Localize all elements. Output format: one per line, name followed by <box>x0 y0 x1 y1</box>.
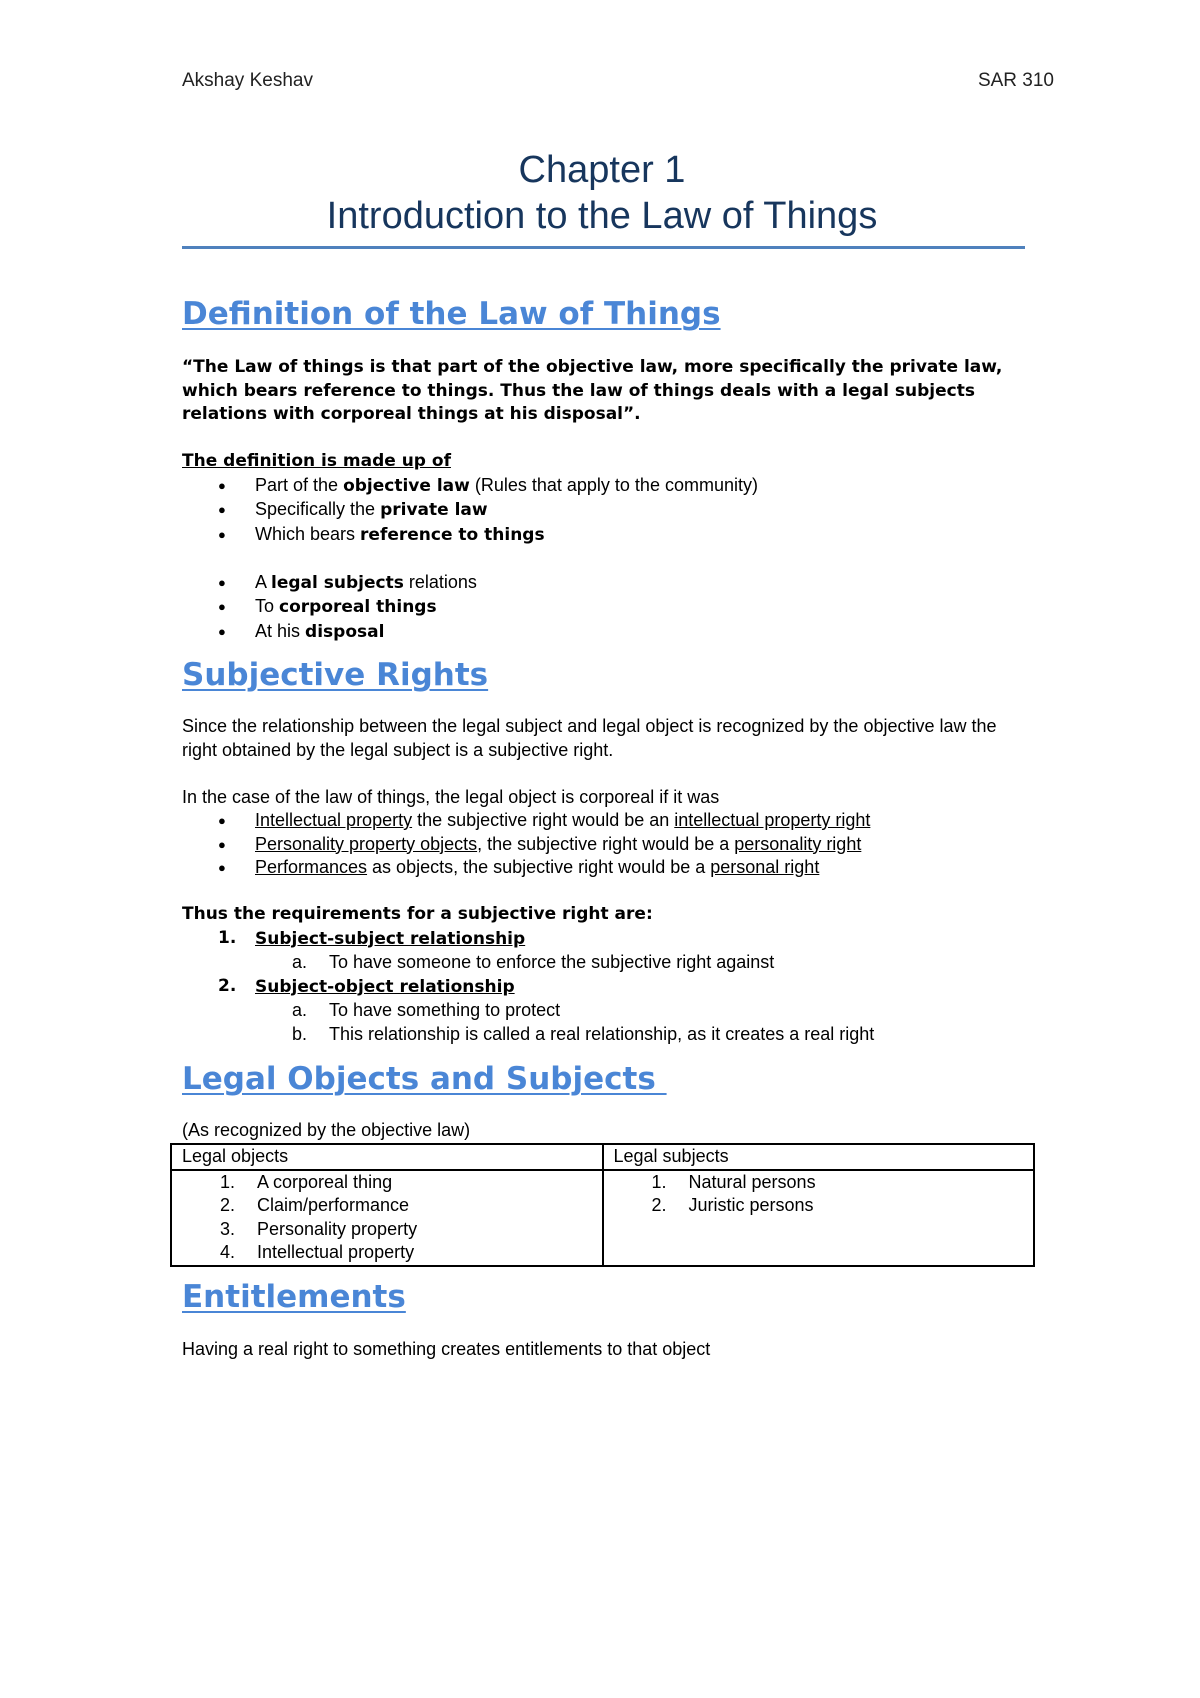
title-line-1: Chapter 1 <box>518 149 686 191</box>
list-item <box>182 1194 592 1218</box>
legal-objects-table <box>170 1143 1035 1267</box>
requirements-label: Thus the requirements for a subjective right are: <box>182 904 653 924</box>
list-item <box>182 809 1012 833</box>
definition-quote-block <box>182 356 1027 427</box>
list-item <box>182 927 1012 975</box>
item-text: Specifically the <box>255 499 381 519</box>
entitlements-body <box>182 1338 1042 1362</box>
list-item <box>182 571 1042 596</box>
sub-list <box>255 999 1012 1046</box>
item-number: 1. <box>218 927 237 948</box>
definition-quote: “The Law of things is that part of the objective law, more specifically the private law, which bears reference to things. Thus the law of things deals with a legal subjects relations with corporeal things at his disposal”. <box>182 357 1003 424</box>
list-item <box>182 523 1042 548</box>
requirement-label: Subject-object relationship <box>255 976 515 997</box>
table-header-cell: Legal objects <box>171 1144 603 1170</box>
definition-list-1 <box>182 474 1042 548</box>
item-bold-text: reference to things <box>360 524 545 545</box>
item-text: Personality property <box>257 1218 418 1239</box>
subjects-list <box>614 1171 1024 1218</box>
table-cell-subjects <box>603 1170 1035 1266</box>
section-legal-objects <box>182 1061 1042 1097</box>
section-entitlements <box>182 1279 1042 1315</box>
item-bold-text: objective law <box>343 475 470 496</box>
table-header-cell: Legal subjects <box>603 1144 1035 1170</box>
sub-list-item <box>182 951 1012 975</box>
objects-list <box>182 1171 592 1265</box>
title-rule <box>182 246 1025 249</box>
item-text: , the subjective right would be a <box>477 833 735 854</box>
item-bold-text: disposal <box>305 621 385 642</box>
item-bold-text: private law <box>380 500 488 520</box>
item-text: To <box>255 596 280 616</box>
item-text: Intellectual property <box>257 1242 415 1262</box>
list-item <box>182 1241 592 1265</box>
made-up-label: The definition is made up of <box>182 451 451 471</box>
item-number: 3. <box>220 1218 236 1239</box>
section-definition <box>182 296 1042 332</box>
item-text: Natural persons <box>688 1171 816 1192</box>
table-cell-objects <box>171 1170 603 1266</box>
table-row <box>171 1170 1034 1266</box>
underlined-term: personality right <box>734 833 862 854</box>
document-title <box>182 147 1022 239</box>
paragraph: In the case of the law of things, the legal object is corporeal if it was <box>182 786 720 807</box>
underlined-term: personal right <box>710 857 820 877</box>
list-item <box>182 498 1042 523</box>
item-number: 1. <box>651 1171 667 1192</box>
item-letter: b. <box>292 1023 308 1044</box>
title-line-2: Introduction to the Law of Things <box>326 195 878 237</box>
section-heading: Definition of the Law of Things <box>182 296 721 332</box>
item-number: 2. <box>220 1195 236 1215</box>
corporeal-cases-list <box>182 809 1012 880</box>
table-note-block <box>182 1119 1042 1143</box>
section-heading: Subjective Rights <box>182 657 489 693</box>
section-heading: Legal Objects and Subjects <box>182 1061 667 1097</box>
item-text: (Rules that apply to the community) <box>469 474 758 495</box>
item-text: relations <box>403 571 477 592</box>
list-item <box>182 474 1042 499</box>
item-number: 4. <box>220 1242 236 1262</box>
item-text: Part of the <box>255 474 344 495</box>
list-item <box>182 856 1012 880</box>
list-item <box>182 833 1012 857</box>
table-header-row <box>171 1144 1034 1170</box>
header-author: Akshay Keshav <box>182 70 313 91</box>
item-text: At his <box>255 620 306 641</box>
sub-list <box>255 951 1012 975</box>
item-text: Claim/performance <box>257 1195 410 1215</box>
item-text: To have something to protect <box>329 1000 561 1020</box>
item-text: Which bears <box>255 523 361 544</box>
sub-list-item <box>182 999 1012 1023</box>
item-text: A corporeal thing <box>257 1171 393 1192</box>
sub-list-item <box>182 1023 1012 1047</box>
underlined-term: Performances <box>255 857 368 877</box>
section-subjective-rights <box>182 657 1042 693</box>
item-letter: a. <box>292 952 308 972</box>
underlined-term: Personality property objects <box>255 833 478 854</box>
definition-breakdown <box>182 450 1042 644</box>
list-item <box>614 1171 1024 1195</box>
item-bold-text: legal subjects <box>271 572 404 593</box>
paragraph: Since the relationship between the legal subject and legal object is recognized by the objective law the right obtained by the legal subject is a subjective right. <box>182 716 997 760</box>
requirements-list <box>182 927 1012 1047</box>
list-item <box>182 620 1042 645</box>
header-course: SAR 310 <box>977 70 1054 91</box>
requirement-label: Subject-subject relationship <box>255 928 526 949</box>
item-text: A <box>255 571 272 592</box>
item-letter: a. <box>292 1000 308 1020</box>
list-item <box>182 975 1012 1047</box>
item-number: 2. <box>651 1195 667 1215</box>
subjective-rights-body <box>182 715 1012 1046</box>
item-bold-text: corporeal things <box>279 597 437 617</box>
list-item <box>182 595 1042 620</box>
table-note: (As recognized by the objective law) <box>182 1120 471 1140</box>
list-item <box>182 1171 592 1195</box>
list-item <box>614 1194 1024 1218</box>
item-text: To have someone to enforce the subjective right against <box>329 952 775 972</box>
item-text: as objects, the subjective right would be a <box>367 857 711 877</box>
underlined-term: Intellectual property <box>255 810 413 830</box>
item-number: 2. <box>218 975 237 996</box>
underlined-term: intellectual property right <box>674 810 871 830</box>
item-text: This relationship is called a real relationship, as it creates a real right <box>329 1023 875 1044</box>
paragraph: Having a real right to something creates entitlements to that object <box>182 1339 711 1359</box>
item-number: 1. <box>220 1171 236 1192</box>
section-heading: Entitlements <box>182 1279 406 1315</box>
item-text: Juristic persons <box>688 1195 814 1215</box>
item-text: the subjective right would be an <box>412 810 675 830</box>
definition-list-2 <box>182 571 1042 645</box>
list-item <box>182 1218 592 1242</box>
